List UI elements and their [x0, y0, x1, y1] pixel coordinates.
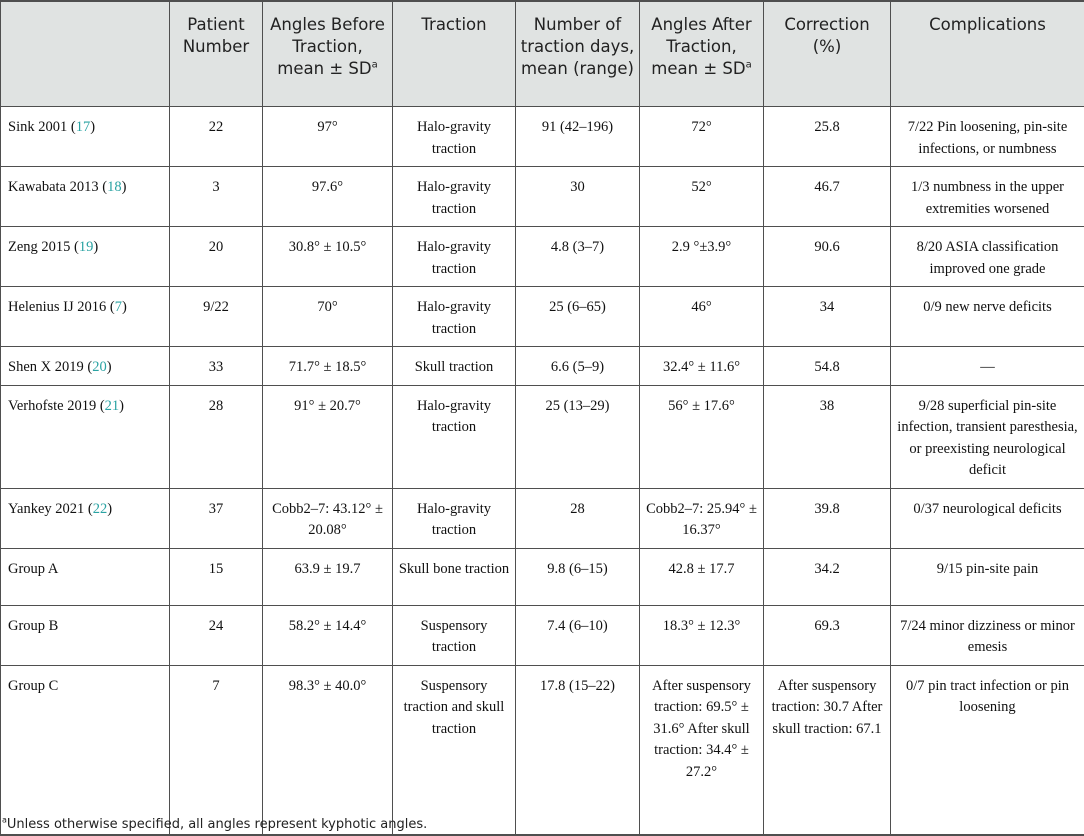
cell-angles-before: 98.3° ± 40.0° — [263, 665, 393, 835]
header-complications: Complications — [891, 1, 1084, 107]
reference-link[interactable]: 18 — [107, 179, 122, 195]
cell-study: Verhofste 2019 (21) — [1, 385, 170, 488]
cell-complications: 9/15 pin-site pain — [891, 548, 1084, 605]
header-angles-after-label: Angles After Traction, mean ± SD — [651, 15, 752, 78]
table-row — [1, 385, 1084, 488]
cell-traction: Suspensory traction and skull traction — [393, 665, 516, 835]
study-name: Sink 2001 — [8, 119, 68, 135]
study-name: Group C — [8, 677, 59, 694]
cell-complications: 9/28 superficial pin-site infection, transient paresthesia, or preexisting neurological deficit — [891, 385, 1084, 488]
cell-complications: 0/7 pin tract infection or pin loosening — [891, 665, 1084, 835]
header-angles-after — [640, 1, 764, 107]
footnote — [2, 817, 427, 832]
cell-study — [1, 665, 170, 835]
cell-study: Kawabata 2013 (18) — [1, 167, 170, 227]
cell-angles-before: 97.6° — [263, 167, 393, 227]
cell-traction-days: 91 (42–196) — [516, 107, 640, 167]
cell-study: Sink 2001 (17) — [1, 107, 170, 167]
study-name: Helenius IJ 2016 — [8, 299, 107, 315]
cell-study: Shen X 2019 (20) — [1, 347, 170, 386]
table-row — [1, 107, 1084, 167]
footnote-text: Unless otherwise specified, all angles represent kyphotic angles. — [6, 817, 428, 832]
cell-traction: Halo-gravity traction — [393, 385, 516, 488]
cell-traction-days: 25 (13–29) — [516, 385, 640, 488]
cell-traction: Skull bone traction — [393, 548, 516, 605]
cell-traction: Suspensory traction — [393, 605, 516, 665]
reference-link[interactable]: 7 — [114, 299, 122, 315]
cell-traction-days: 30 — [516, 167, 640, 227]
cell-traction-days: 7.4 (6–10) — [516, 605, 640, 665]
cell-complications: 0/9 new nerve deficits — [891, 287, 1084, 347]
cell-patient-number: 20 — [170, 227, 263, 287]
table-row — [1, 665, 1084, 835]
study-name: Shen X 2019 — [8, 359, 84, 375]
cell-traction: Halo-gravity traction — [393, 488, 516, 548]
cell-correction: 34 — [764, 287, 891, 347]
header-traction: Traction — [393, 1, 516, 107]
reference-link[interactable]: 21 — [104, 397, 120, 414]
cell-angles-before: 91° ± 20.7° — [263, 385, 393, 488]
cell-angles-after: 18.3° ± 12.3° — [640, 605, 764, 665]
footnote-marker: a — [745, 59, 752, 71]
cell-patient-number: 24 — [170, 605, 263, 665]
header-study — [1, 1, 170, 107]
reference-link[interactable]: 19 — [78, 239, 94, 255]
table-row — [1, 488, 1084, 548]
cell-angles-before: 63.9 ± 19.7 — [263, 548, 393, 605]
cell-correction: 25.8 — [764, 107, 891, 167]
study-name: Yankey 2021 — [8, 500, 85, 517]
cell-angles-before: 30.8° ± 10.5° — [263, 227, 393, 287]
cell-angles-after: 42.8 ± 17.7 — [640, 548, 764, 605]
header-traction-days: Number of traction days, mean (range) — [516, 1, 640, 107]
cell-complications: — — [891, 347, 1084, 386]
study-name: Zeng 2015 — [8, 239, 71, 255]
cell-patient-number: 9/22 — [170, 287, 263, 347]
cell-study: Yankey 2021 (22) — [1, 488, 170, 548]
cell-patient-number: 22 — [170, 107, 263, 167]
cell-traction-days: 28 — [516, 488, 640, 548]
cell-traction: Halo-gravity traction — [393, 227, 516, 287]
study-name: Group B — [8, 617, 59, 634]
cell-correction: 39.8 — [764, 488, 891, 548]
cell-correction: 54.8 — [764, 347, 891, 386]
study-name: Group A — [8, 560, 59, 577]
table-row — [1, 227, 1084, 287]
study-name: Verhofste 2019 — [8, 397, 97, 414]
cell-angles-before: 71.7° ± 18.5° — [263, 347, 393, 386]
cell-traction-days: 17.8 (15–22) — [516, 665, 640, 835]
cell-correction: 38 — [764, 385, 891, 488]
cell-study: Zeng 2015 (19) — [1, 227, 170, 287]
cell-complications: 7/22 Pin loosening, pin-site infections, or numbness — [891, 107, 1084, 167]
table-row — [1, 167, 1084, 227]
cell-correction: 46.7 — [764, 167, 891, 227]
cell-study — [1, 548, 170, 605]
cell-traction-days: 6.6 (5–9) — [516, 347, 640, 386]
cell-correction: 90.6 — [764, 227, 891, 287]
table-row — [1, 548, 1084, 605]
reference-link[interactable]: 22 — [92, 500, 108, 517]
header-correction: Correction (%) — [764, 1, 891, 107]
cell-angles-after: 72° — [640, 107, 764, 167]
cell-complications: 0/37 neurological deficits — [891, 488, 1084, 548]
cell-patient-number: 28 — [170, 385, 263, 488]
cell-traction: Halo-gravity traction — [393, 107, 516, 167]
cell-study — [1, 605, 170, 665]
table-row — [1, 347, 1084, 386]
cell-traction-days: 9.8 (6–15) — [516, 548, 640, 605]
cell-patient-number: 37 — [170, 488, 263, 548]
cell-angles-before: 70° — [263, 287, 393, 347]
cell-traction: Halo-gravity traction — [393, 167, 516, 227]
cell-angles-after: 2.9 °±3.9° — [640, 227, 764, 287]
cell-correction: 69.3 — [764, 605, 891, 665]
reference-link[interactable]: 17 — [75, 119, 91, 135]
cell-correction: After suspensory traction: 30.7 After skull traction: 67.1 — [764, 665, 891, 835]
cell-traction-days: 25 (6–65) — [516, 287, 640, 347]
cell-angles-after: 32.4° ± 11.6° — [640, 347, 764, 386]
footnote-marker: a — [371, 59, 378, 71]
header-angles-before — [263, 1, 393, 107]
cell-angles-before: 58.2° ± 14.4° — [263, 605, 393, 665]
study-name: Kawabata 2013 — [8, 179, 99, 195]
cell-traction-days: 4.8 (3–7) — [516, 227, 640, 287]
table-row — [1, 605, 1084, 665]
cell-angles-before: Cobb2–7: 43.12° ± 20.08° — [263, 488, 393, 548]
cell-angles-after: 46° — [640, 287, 764, 347]
header-patient-number: Patient Number — [170, 1, 263, 107]
cell-patient-number: 15 — [170, 548, 263, 605]
cell-complications: 7/24 minor dizziness or minor emesis — [891, 605, 1084, 665]
cell-angles-before: 97° — [263, 107, 393, 167]
cell-angles-after: 56° ± 17.6° — [640, 385, 764, 488]
cell-correction: 34.2 — [764, 548, 891, 605]
reference-link[interactable]: 20 — [92, 359, 107, 375]
cell-angles-after: Cobb2–7: 25.94° ± 16.37° — [640, 488, 764, 548]
cell-angles-after: 52° — [640, 167, 764, 227]
cell-patient-number: 33 — [170, 347, 263, 386]
cell-patient-number: 7 — [170, 665, 263, 835]
header-row — [1, 1, 1084, 107]
header-angles-before-label: Angles Before Traction, mean ± SD — [270, 15, 385, 78]
cell-complications: 8/20 ASIA classification improved one grade — [891, 227, 1084, 287]
cell-angles-after: After suspensory traction: 69.5° ± 31.6° After skull traction: 34.4° ± 27.2° — [640, 665, 764, 835]
table-body — [1, 107, 1084, 836]
footnote-marker: a — [2, 815, 7, 825]
cell-complications: 1/3 numbness in the upper extremities worsened — [891, 167, 1084, 227]
cell-traction: Skull traction — [393, 347, 516, 386]
table-row — [1, 287, 1084, 347]
cell-patient-number: 3 — [170, 167, 263, 227]
cell-traction: Halo-gravity traction — [393, 287, 516, 347]
cell-study: Helenius IJ 2016 (7) — [1, 287, 170, 347]
